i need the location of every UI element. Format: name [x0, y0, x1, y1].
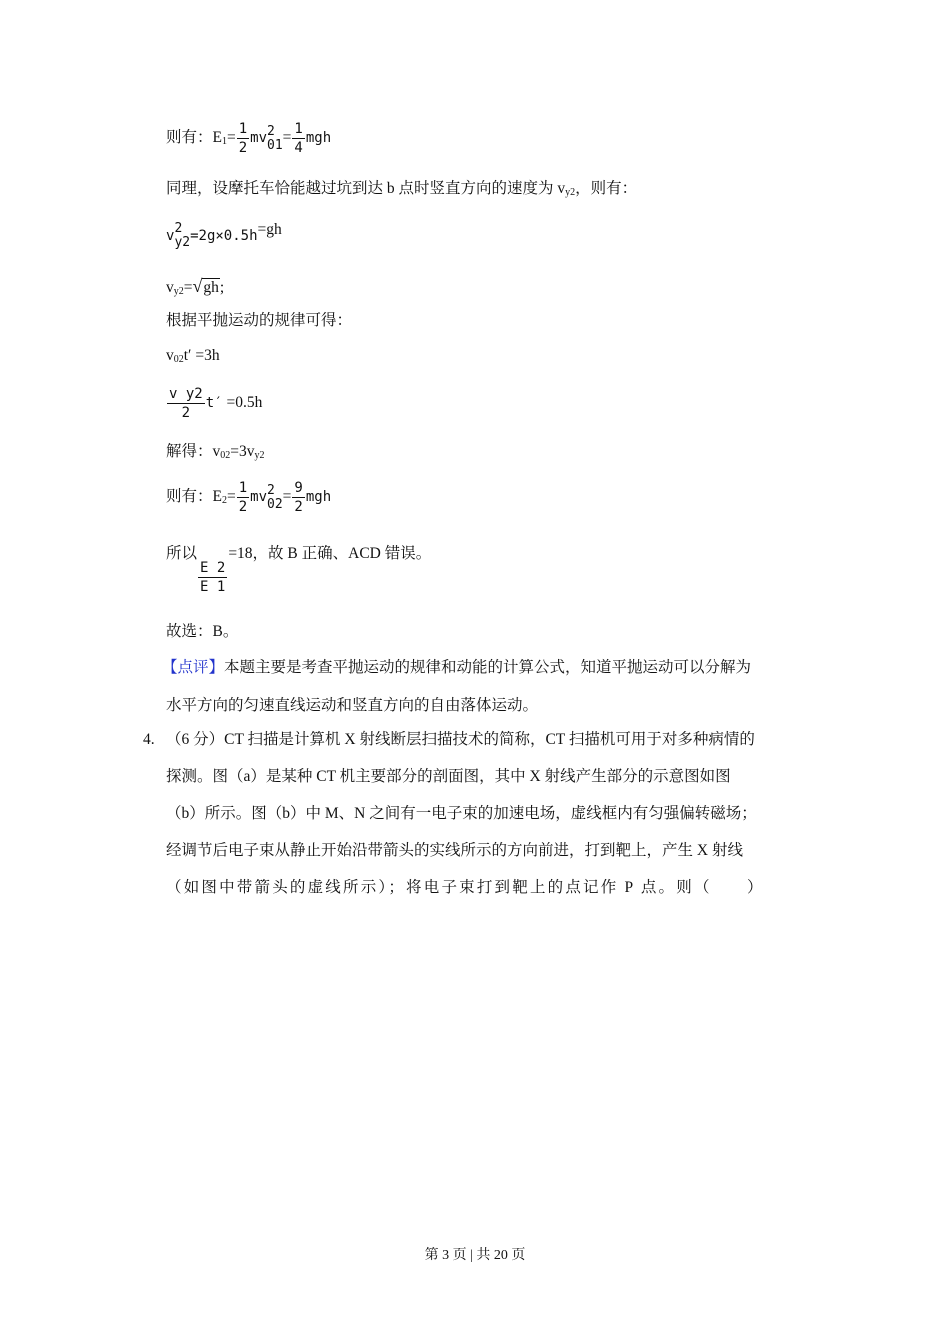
fraction [292, 479, 304, 516]
denominator: E 1 [200, 579, 226, 595]
sqrt-symbol: √ [192, 276, 203, 296]
equation-vertical [166, 385, 262, 422]
sub: 01 [267, 137, 283, 153]
text: mv [250, 130, 268, 147]
text-line: 根据平抛运动的规律可得： [166, 312, 353, 329]
text: mgh [305, 489, 332, 506]
answer-line: 故选：B。 [166, 623, 239, 640]
fraction [237, 479, 249, 516]
text: mgh [305, 130, 332, 147]
subscript: 02 [173, 354, 184, 365]
text: v [166, 347, 174, 364]
equation-vy2 [166, 276, 224, 302]
question-text: （6 分）CT 扫描是计算机 X 射线断层扫描技术的简称，CT 扫描机可用于对多种病情的 [166, 731, 755, 748]
fraction [292, 120, 304, 157]
equation-e2 [166, 479, 331, 516]
subscript: 1 [221, 136, 227, 148]
text: ; [219, 279, 225, 296]
numerator: 1 [238, 480, 248, 496]
supsub [267, 484, 283, 512]
text: = [226, 488, 236, 506]
ratio-line [166, 544, 431, 596]
text: = [282, 129, 292, 147]
question-number: 4. [143, 731, 155, 748]
numerator: 1 [294, 121, 303, 137]
text: =18，故 B 正确、ACD 错误。 [228, 545, 432, 562]
sup: 2 [174, 221, 183, 237]
sub: y2 [174, 235, 191, 251]
text: =gh [257, 221, 282, 238]
text: =2g×0.5h [190, 228, 258, 244]
text: v [166, 228, 175, 244]
numerator: 9 [294, 480, 303, 496]
fraction [237, 120, 249, 157]
text: = [226, 129, 236, 147]
question-text: （如图中带箭头的虚线所示）；将电子束打到靶上的点记作 P 点。则（ ） [166, 879, 765, 896]
subscript: y2 [173, 286, 184, 297]
equation-e1 [166, 120, 331, 157]
equation-vy2-squared [166, 220, 282, 250]
text-line: 水平方向的匀速直线运动和竖直方向的自由落体运动。 [166, 697, 539, 714]
fraction [167, 385, 205, 422]
radicand: gh [203, 279, 219, 296]
review [162, 658, 751, 678]
text: = [282, 488, 292, 506]
text: t′ [205, 395, 223, 412]
text: =0.5h [222, 394, 263, 412]
numerator: E 2 [200, 560, 226, 576]
page-footer: 第 3 页 | 共 20 页 [424, 1248, 526, 1263]
review-tag: 【点评】 [162, 659, 225, 676]
text: 所以 [166, 545, 198, 562]
text: 则有：E [166, 129, 222, 147]
sup: 2 [267, 482, 275, 498]
denominator: 2 [238, 140, 248, 156]
text: t′ =3h [183, 347, 220, 364]
subscript: 2 [221, 495, 227, 507]
question-text: 经调节后电子束从静止开始沿带箭头的实线所示的方向前进，打到靶上，产生 X 射线 [166, 842, 743, 859]
numerator: 1 [238, 121, 248, 137]
question-text: 探测。图（a）是某种 CT 机主要部分的剖面图，其中 X 射线产生部分的示意图如图 [166, 768, 731, 785]
subscript: y2 [565, 187, 576, 198]
text: ，则有： [575, 180, 638, 197]
text: 同理，设摩托车恰能越过坑到达 b 点时竖直方向的速度为 v [166, 180, 566, 197]
text-line [166, 179, 637, 203]
sub: 02 [267, 496, 283, 512]
text: = [183, 279, 193, 296]
question-text: （b）所示。图（b）中 M、N 之间有一电子束的加速电场，虚线框内有匀强偏转磁场； [166, 805, 757, 822]
text: =3v [230, 443, 255, 460]
fraction [198, 559, 227, 596]
numerator: v y2 [169, 386, 203, 402]
denominator: 4 [294, 140, 303, 156]
denominator: 2 [238, 499, 248, 515]
text: 解得：v [166, 443, 221, 460]
text: 则有：E [166, 488, 222, 506]
sup: 2 [267, 123, 275, 139]
denominator: 2 [181, 405, 191, 421]
denominator: 2 [294, 499, 303, 515]
subscript: y2 [254, 450, 265, 461]
subscript: 02 [220, 450, 231, 461]
solution-line [166, 442, 265, 466]
text: v [166, 279, 174, 296]
text: 本题主要是考查平抛运动的规律和动能的计算公式，知道平抛运动可以分解为 [224, 659, 752, 676]
text: mv [250, 489, 268, 506]
supsub [174, 222, 190, 250]
supsub [267, 125, 283, 153]
equation-horizontal [166, 346, 220, 370]
